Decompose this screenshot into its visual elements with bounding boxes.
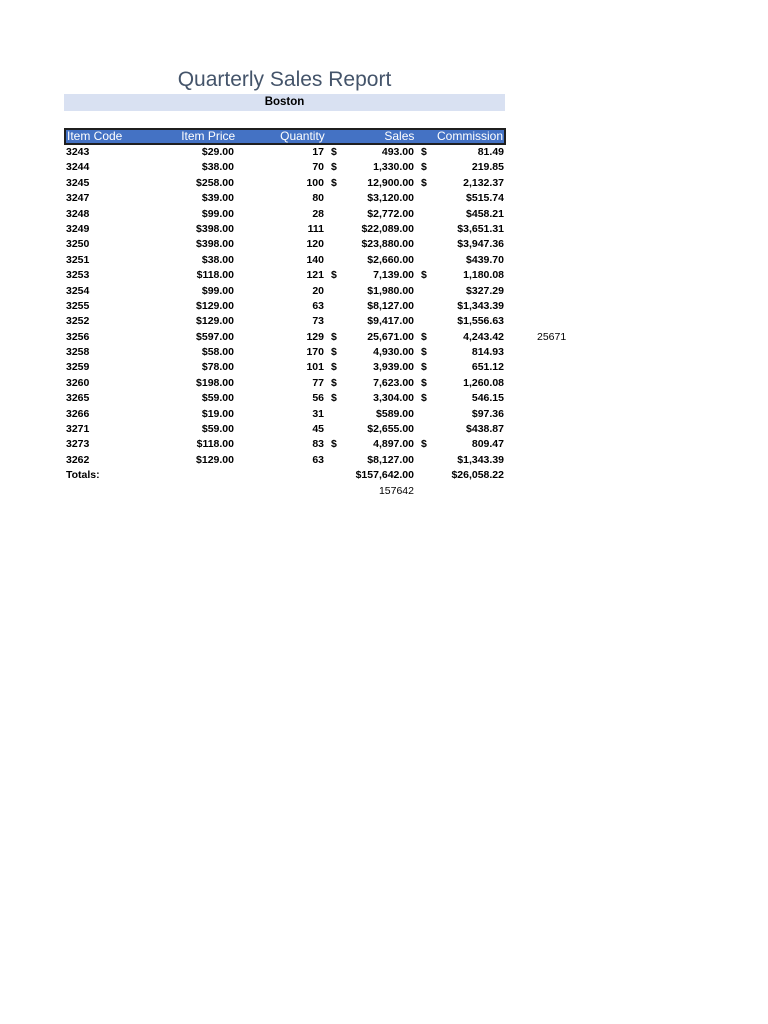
sales-amount: 7,139.00 [373, 269, 414, 282]
quantity-cell: 63 [312, 299, 324, 312]
sales-amount: 493.00 [381, 146, 414, 158]
table-row [64, 253, 505, 268]
commission-cell [414, 299, 504, 314]
sales-cell [324, 191, 414, 206]
item-price-cell: $398.00 [196, 238, 234, 251]
totals-price-cell [139, 468, 234, 483]
commission-amount: 1,260.08 [463, 376, 504, 389]
table-row [64, 314, 505, 329]
item-code-cell: 3255 [66, 299, 90, 312]
quantity-cell: 20 [312, 284, 324, 297]
commission-cell [414, 422, 504, 437]
commission-cell [414, 437, 504, 452]
totals-row [64, 468, 505, 483]
sales-table [64, 128, 567, 499]
sales-amount: $589.00 [376, 407, 414, 420]
quantity-cell: 129 [306, 330, 324, 343]
quantity-cell: 17 [312, 146, 324, 158]
commission-cell [414, 330, 504, 345]
commission-currency-symbol: $ [421, 376, 427, 389]
sales-amount: $2,772.00 [367, 207, 414, 220]
item-code-cell: 3265 [66, 392, 90, 405]
item-price-cell: $78.00 [201, 361, 234, 374]
quantity-cell: 83 [312, 438, 324, 451]
commission-amount: $97.36 [471, 407, 504, 420]
commission-amount: 651.12 [471, 361, 504, 374]
table-row [64, 437, 505, 452]
sales-amount: 1,330.00 [373, 161, 414, 174]
commission-amount: 814.93 [471, 346, 504, 359]
table-row [64, 330, 567, 345]
sales-cell [324, 284, 414, 299]
commission-cell [414, 237, 504, 252]
sales-cell [324, 299, 414, 314]
sales-cell [324, 237, 414, 252]
commission-currency-symbol: $ [421, 346, 427, 359]
commission-amount: 809.47 [471, 438, 504, 451]
item-code-cell: 3271 [66, 423, 90, 436]
table-row [64, 407, 505, 422]
commission-currency-symbol: $ [421, 438, 427, 451]
sales-currency-symbol: $ [331, 146, 337, 158]
table-row [64, 299, 505, 314]
table-row [64, 145, 505, 160]
commission-currency-symbol: $ [421, 392, 427, 405]
sales-amount: 12,900.00 [367, 176, 414, 189]
commission-cell [414, 360, 504, 375]
table-row [64, 376, 505, 391]
item-price-cell: $58.00 [201, 346, 234, 359]
commission-amount: $1,556.63 [457, 315, 504, 328]
quantity-cell: 77 [312, 376, 324, 389]
table-row [64, 191, 505, 206]
sales-amount: 25,671.00 [367, 330, 414, 343]
table-row [64, 360, 505, 375]
item-code-cell: 3254 [66, 284, 90, 297]
item-code-cell: 3273 [66, 438, 90, 451]
sales-amount: 4,930.00 [373, 346, 414, 359]
sales-cell [324, 360, 414, 375]
city-band: Boston [64, 94, 505, 111]
item-price-cell: $398.00 [196, 222, 234, 235]
item-price-cell: $19.00 [201, 407, 234, 420]
commission-amount: 2,132.37 [463, 176, 504, 189]
commission-cell [414, 407, 504, 422]
sales-amount: $3,120.00 [367, 192, 414, 205]
item-price-cell: $29.00 [201, 146, 234, 158]
totals-label: Totals: [66, 469, 100, 482]
totals-commission: $26,058.22 [451, 469, 504, 482]
quantity-cell: 80 [312, 192, 324, 205]
item-code-cell: 3248 [66, 207, 90, 220]
sales-currency-symbol: $ [331, 346, 337, 359]
table-row [64, 422, 505, 437]
quantity-cell: 100 [306, 176, 324, 189]
spreadsheet-page [64, 66, 574, 499]
quantity-cell: 28 [312, 207, 324, 220]
sales-currency-symbol: $ [331, 176, 337, 189]
item-price-cell: $597.00 [196, 330, 234, 343]
sales-amount: $8,127.00 [367, 453, 414, 466]
header-quantity: Quantity [280, 129, 325, 143]
item-code-cell: 3247 [66, 192, 90, 205]
commission-currency-symbol: $ [421, 361, 427, 374]
sales-amount: $1,980.00 [367, 284, 414, 297]
quantity-cell: 111 [307, 222, 324, 235]
quantity-cell: 70 [312, 161, 324, 174]
table-row [64, 391, 505, 406]
commission-cell [414, 191, 504, 206]
sales-currency-symbol: $ [331, 392, 337, 405]
commission-cell [414, 176, 504, 191]
commission-amount: $3,651.31 [457, 222, 504, 235]
item-price-cell: $198.00 [196, 376, 234, 389]
commission-amount: $439.70 [466, 253, 504, 266]
commission-currency-symbol: $ [421, 146, 427, 158]
item-code-cell: 3250 [66, 238, 90, 251]
sales-cell [324, 437, 414, 452]
item-price-cell: $38.00 [201, 161, 234, 174]
sales-amount: $23,880.00 [361, 238, 414, 251]
sales-amount: $2,655.00 [367, 423, 414, 436]
sales-currency-symbol: $ [331, 376, 337, 389]
sales-cell [324, 330, 414, 345]
commission-cell [414, 145, 504, 160]
commission-amount: 4,243.42 [463, 330, 504, 343]
quantity-cell: 31 [312, 407, 324, 420]
totals-sales-cell [324, 468, 414, 483]
item-code-cell: 3260 [66, 376, 90, 389]
item-price-cell: $99.00 [201, 284, 234, 297]
commission-amount: 219.85 [471, 161, 504, 174]
item-code-cell: 3259 [66, 361, 90, 374]
table-row [64, 284, 505, 299]
sales-currency-symbol: $ [331, 269, 337, 282]
quantity-cell: 56 [312, 392, 324, 405]
extra-cell-value: 25671 [537, 330, 567, 343]
table-body [64, 145, 567, 468]
item-code-cell: 3253 [66, 269, 90, 282]
commission-cell [414, 391, 504, 406]
sales-amount: 4,897.00 [373, 438, 414, 451]
table-row [64, 176, 505, 191]
commission-cell [414, 314, 504, 329]
sales-currency-symbol: $ [331, 361, 337, 374]
table-header-row [64, 128, 506, 145]
table-row [64, 345, 505, 360]
sales-amount: 7,623.00 [373, 376, 414, 389]
item-code-cell: 3249 [66, 222, 90, 235]
commission-amount: $1,343.39 [457, 299, 504, 312]
item-code-cell: 3243 [66, 146, 90, 158]
table-row [64, 207, 505, 222]
table-row [64, 160, 505, 175]
item-price-cell: $118.00 [196, 269, 234, 282]
commission-amount: $3,947.36 [457, 238, 504, 251]
sales-cell [324, 391, 414, 406]
item-price-cell: $59.00 [201, 423, 234, 436]
sales-cell [324, 453, 414, 468]
sales-cell [324, 145, 414, 160]
commission-currency-symbol: $ [421, 330, 427, 343]
item-price-cell: $129.00 [196, 315, 234, 328]
quantity-cell: 63 [312, 453, 324, 466]
sales-cell [324, 207, 414, 222]
header-sales: Sales [384, 129, 415, 143]
item-price-cell: $99.00 [201, 207, 234, 220]
commission-amount: 81.49 [477, 146, 504, 158]
sales-amount: $9,417.00 [367, 315, 414, 328]
sales-cell [324, 176, 414, 191]
sales-amount: $8,127.00 [367, 299, 414, 312]
item-code-cell: 3266 [66, 407, 90, 420]
commission-cell [414, 222, 504, 237]
item-price-cell: $59.00 [201, 392, 234, 405]
sales-cell [324, 314, 414, 329]
commission-amount: $1,343.39 [457, 453, 504, 466]
item-price-cell: $38.00 [201, 253, 234, 266]
header-commission: Commission [436, 129, 503, 143]
quantity-cell: 121 [306, 269, 324, 282]
commission-amount: $327.29 [466, 284, 504, 297]
commission-currency-symbol: $ [421, 161, 427, 174]
commission-cell [414, 160, 504, 175]
sales-amount: 3,304.00 [373, 392, 414, 405]
commission-currency-symbol: $ [421, 269, 427, 282]
commission-amount: $515.74 [466, 192, 504, 205]
header-item-price: Item Price [181, 129, 236, 143]
table-row [64, 237, 505, 252]
sales-currency-symbol: $ [331, 330, 337, 343]
totals-qty-cell [234, 468, 324, 483]
item-code-cell: 3262 [66, 453, 90, 466]
quantity-cell: 120 [306, 238, 324, 251]
header-item-code: Item Code [67, 129, 123, 143]
sales-cell [324, 253, 414, 268]
sales-check-value: 157642 [378, 484, 414, 497]
commission-cell [414, 345, 504, 360]
item-code-cell: 3252 [66, 315, 90, 328]
item-price-cell: $129.00 [196, 453, 234, 466]
item-code-cell: 3258 [66, 346, 90, 359]
sales-cell [324, 222, 414, 237]
sales-cell [324, 422, 414, 437]
commission-amount: 1,180.08 [463, 269, 504, 282]
sales-cell [324, 160, 414, 175]
quantity-cell: 170 [306, 346, 324, 359]
sales-cell [324, 268, 414, 283]
sales-currency-symbol: $ [331, 161, 337, 174]
sales-cell [324, 376, 414, 391]
quantity-cell: 45 [312, 423, 324, 436]
commission-cell [414, 284, 504, 299]
commission-amount: $438.87 [466, 423, 504, 436]
table-row [64, 268, 505, 283]
item-price-cell: $129.00 [196, 299, 234, 312]
commission-cell [414, 268, 504, 283]
report-title: Quarterly Sales Report [177, 68, 392, 91]
item-code-cell: 3251 [66, 253, 90, 266]
sales-amount: $2,660.00 [367, 253, 414, 266]
commission-currency-symbol: $ [421, 176, 427, 189]
commission-cell [414, 453, 504, 468]
sales-cell [324, 407, 414, 422]
totals-commission-cell [414, 468, 504, 483]
quantity-cell: 101 [306, 361, 324, 374]
quantity-cell: 140 [306, 253, 324, 266]
item-price-cell: $258.00 [196, 176, 234, 189]
commission-amount: $458.21 [466, 207, 504, 220]
commission-cell [414, 376, 504, 391]
sales-currency-symbol: $ [331, 438, 337, 451]
quantity-cell: 73 [312, 315, 324, 328]
sales-amount: $22,089.00 [361, 222, 414, 235]
sales-check-row [64, 484, 505, 499]
item-code-cell: 3256 [66, 330, 90, 343]
table-row [64, 453, 505, 468]
commission-cell [414, 207, 504, 222]
totals-sales: $157,642.00 [355, 469, 414, 482]
item-code-cell: 3244 [66, 161, 90, 174]
sales-cell [324, 345, 414, 360]
sales-amount: 3,939.00 [373, 361, 414, 374]
table-row [64, 222, 505, 237]
commission-amount: 546.15 [471, 392, 504, 405]
item-price-cell: $118.00 [196, 438, 234, 451]
item-price-cell: $39.00 [201, 192, 234, 205]
item-code-cell: 3245 [66, 176, 90, 189]
commission-cell [414, 253, 504, 268]
